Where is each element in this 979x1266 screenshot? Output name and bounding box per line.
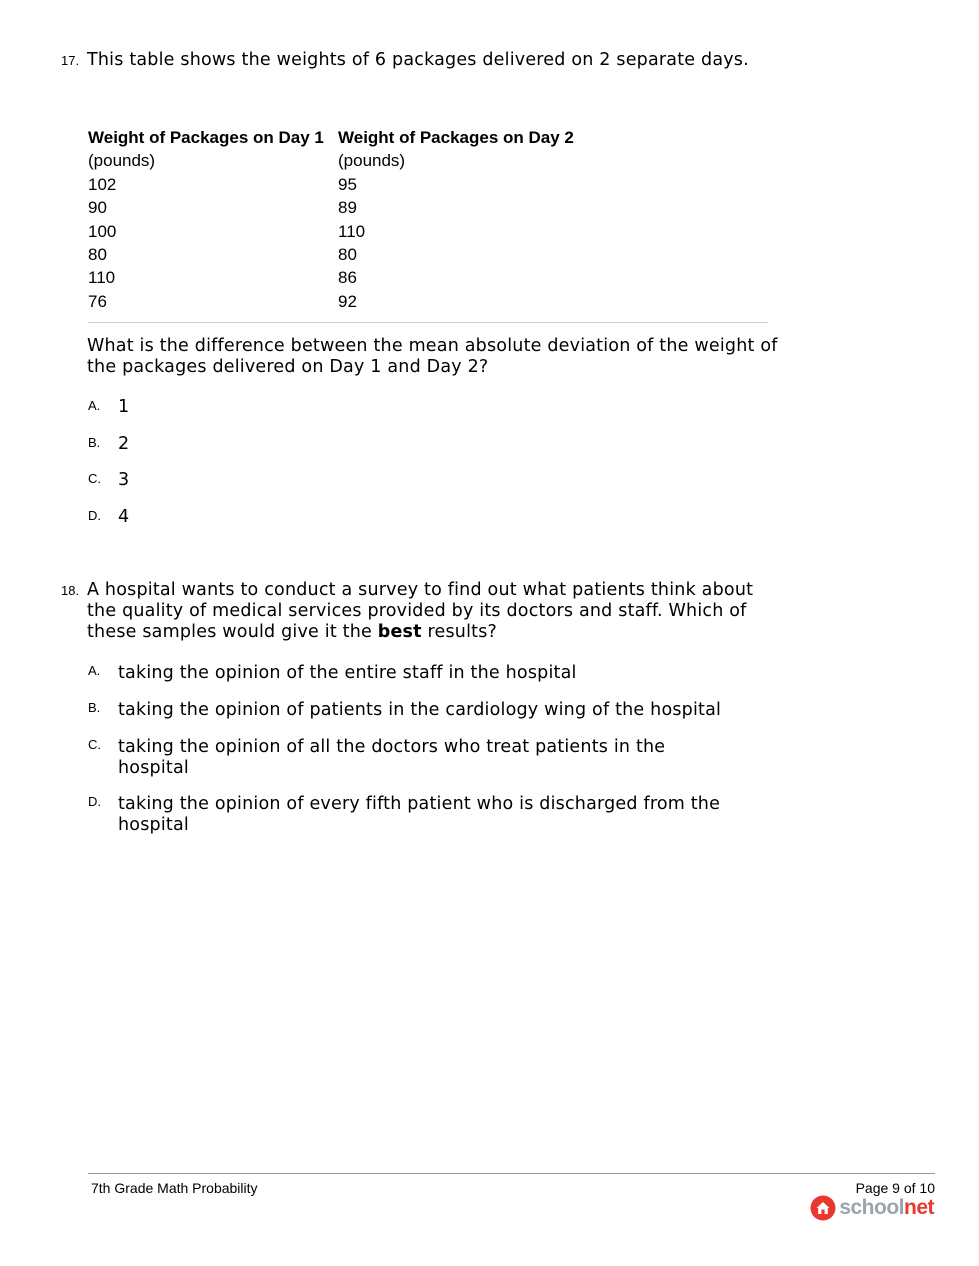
table-cell-day2: 110 bbox=[338, 221, 366, 241]
footer-divider bbox=[88, 1173, 935, 1174]
choice-text: 3 bbox=[118, 470, 130, 490]
choice-text: taking the opinion of all the doctors who treat patients in the hospital bbox=[118, 737, 666, 778]
choice-letter: D. bbox=[88, 794, 101, 809]
stem-emphasis: best bbox=[377, 622, 422, 642]
choice-letter: B. bbox=[88, 435, 101, 450]
choice-letter: A. bbox=[88, 663, 101, 678]
logo-word-net: net bbox=[904, 1196, 934, 1219]
table-cell-day2: 92 bbox=[338, 291, 357, 311]
logo-word-school: school bbox=[839, 1196, 904, 1219]
table-row bbox=[88, 266, 768, 289]
choice-text: 2 bbox=[118, 434, 130, 454]
choice-letter: C. bbox=[88, 737, 101, 752]
choice-text: taking the opinion of every fifth patient who is discharged from the hospital bbox=[118, 794, 721, 835]
table-units-row bbox=[88, 149, 768, 172]
table-row bbox=[88, 243, 768, 266]
table-row bbox=[88, 173, 768, 196]
table-cell-day1: 102 bbox=[88, 174, 117, 194]
question-17-number: 17. bbox=[61, 53, 80, 68]
table-cell-day1: 80 bbox=[88, 244, 107, 264]
question-17-prompt: What is the difference between the mean absolute deviation of the weight of the packages delivered on Day 1 and Day 2? bbox=[87, 336, 778, 377]
table-divider bbox=[88, 322, 768, 323]
choice-text: 4 bbox=[118, 507, 130, 527]
table-row bbox=[88, 196, 768, 219]
table-cell-day2: 86 bbox=[338, 268, 357, 288]
choice-text: taking the opinion of the entire staff in the hospital bbox=[118, 663, 577, 683]
table-unit-day2: (pounds) bbox=[338, 151, 406, 171]
table-row bbox=[88, 220, 768, 243]
table-header-row bbox=[88, 126, 768, 149]
logo-wordmark bbox=[839, 1196, 934, 1220]
table-cell-day1: 110 bbox=[88, 268, 116, 288]
choice-letter: C. bbox=[88, 471, 101, 486]
table-header-day2: Weight of Packages on Day 2 bbox=[338, 128, 574, 147]
question-17-stem: This table shows the weights of 6 packages delivered on 2 separate days. bbox=[87, 50, 749, 70]
stem-text-end: results? bbox=[421, 622, 498, 642]
package-weights-table bbox=[88, 126, 768, 313]
stem-text: A hospital wants to conduct a survey to find out what patients think about the quality of medical services provided by its doctors and staff. Which of these samples would give it the bbox=[87, 580, 754, 642]
table-row bbox=[88, 290, 768, 313]
choice-letter: D. bbox=[88, 508, 101, 523]
question-18-stem bbox=[87, 580, 767, 643]
table-cell-day2: 80 bbox=[338, 244, 357, 264]
page-number: Page 9 of 10 bbox=[855, 1180, 935, 1196]
question-18-number: 18. bbox=[61, 583, 80, 598]
schoolnet-logo bbox=[810, 1194, 934, 1222]
table-cell-day1: 90 bbox=[88, 198, 107, 218]
footer-title: 7th Grade Math Probability bbox=[91, 1180, 258, 1196]
table-unit-day1: (pounds) bbox=[88, 151, 156, 171]
table-header-day1: Weight of Packages on Day 1 bbox=[88, 128, 324, 147]
table-cell-day2: 89 bbox=[338, 198, 357, 218]
choice-letter: A. bbox=[88, 398, 101, 413]
schoolnet-house-icon bbox=[810, 1195, 836, 1221]
table-cell-day1: 100 bbox=[88, 221, 117, 241]
choice-text: taking the opinion of patients in the cardiology wing of the hospital bbox=[118, 700, 722, 720]
table-cell-day2: 95 bbox=[338, 174, 357, 194]
choice-text: 1 bbox=[118, 397, 130, 417]
table-cell-day1: 76 bbox=[88, 291, 107, 311]
choice-letter: B. bbox=[88, 700, 101, 715]
